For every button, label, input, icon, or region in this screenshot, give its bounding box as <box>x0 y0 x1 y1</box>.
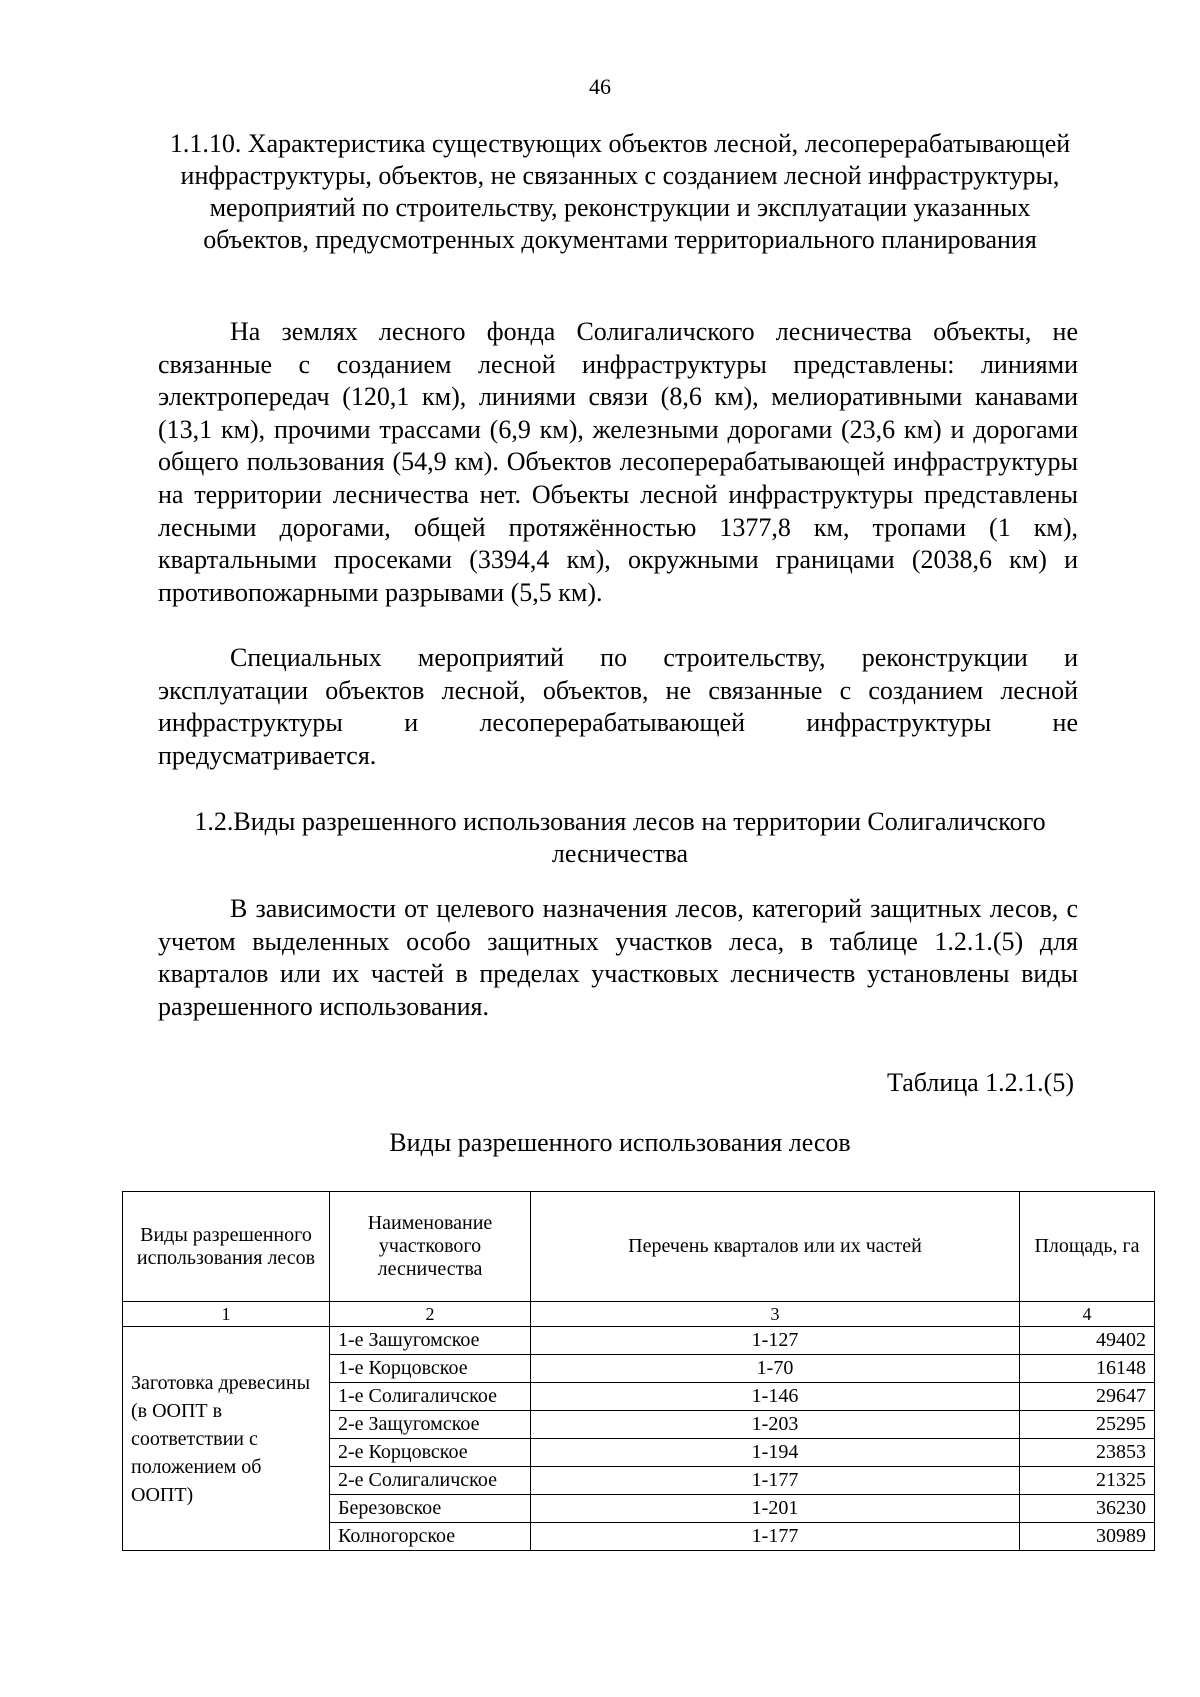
column-number: 3 <box>531 1302 1020 1327</box>
column-number: 2 <box>330 1302 531 1327</box>
quarters-cell: 1-177 <box>531 1523 1020 1551</box>
quarters-cell: 1-201 <box>531 1495 1020 1523</box>
area-cell: 49402 <box>1020 1327 1155 1355</box>
table-title: Виды разрешенного использования лесов <box>389 1128 851 1157</box>
quarters-cell: 1-146 <box>531 1383 1020 1411</box>
use-type-cell: Заготовка древесины (в ООПТ в соответствии с положением об ООПТ) <box>123 1327 330 1551</box>
quarters-cell: 1-194 <box>531 1439 1020 1467</box>
area-cell: 16148 <box>1020 1355 1155 1383</box>
header-district-name: Наименование участкового лесничества <box>330 1192 531 1302</box>
area-cell: 21325 <box>1020 1467 1155 1495</box>
paragraph-special-measures: Специальных мероприятий по строительству, реконструкции и эксплуатации объектов лесной, объектов, не связанные с созданием лесной инфраструктуры и лесоперерабатывающей инфраструктуры не предусматривается. <box>158 643 1078 770</box>
district-name-cell: Березовское <box>330 1495 531 1523</box>
district-name-cell: 1-е Солигаличское <box>330 1383 531 1411</box>
header-area: Площадь, га <box>1020 1192 1155 1302</box>
header-use-type: Виды разрешенного использования лесов <box>123 1192 330 1302</box>
table-header-row <box>123 1192 1155 1302</box>
area-cell: 36230 <box>1020 1495 1155 1523</box>
quarters-cell: 1-70 <box>531 1355 1020 1383</box>
table-label: Таблица 1.2.1.(5) <box>886 1068 1074 1097</box>
page-number: 46 <box>589 74 611 99</box>
header-quarters: Перечень кварталов или их частей <box>531 1192 1020 1302</box>
quarters-cell: 1-177 <box>531 1467 1020 1495</box>
area-cell: 25295 <box>1020 1411 1155 1439</box>
column-number: 4 <box>1020 1302 1155 1327</box>
paragraph-infrastructure: На землях лесного фонда Солигаличского лесничества объекты, не связанные с созданием лесной инфраструктуры представлены: линиями электропередач (120,1 км), линиями связи (8,6 км), мелиоративными канавами (13,1 км), прочими трассами (6,9 км), железными дорогами (23,6 км) и дорогами общего пользования (54,9 км). Объектов лесоперерабатывающей инфраструктуры на территории лесничества нет. Объекты лесной инфраструктуры представлены лесными дорогами, общей протяжённостью 1377,8 км, тропами (1 км), квартальными просеками (3394,4 км), окружными границами (2038,6 км) и противопожарными разрывами (5,5 км). <box>158 317 1078 607</box>
column-number: 1 <box>123 1302 330 1327</box>
section-heading-1-2: 1.2.Виды разрешенного использования лесов на территории Солигаличского лесничества <box>194 807 1046 868</box>
area-cell: 30989 <box>1020 1523 1155 1551</box>
permitted-use-table <box>122 1191 1155 1551</box>
area-cell: 23853 <box>1020 1439 1155 1467</box>
district-name-cell: 1-е Корцовское <box>330 1355 531 1383</box>
district-name-cell: Колногорское <box>330 1523 531 1551</box>
district-name-cell: 2-е Солигаличское <box>330 1467 531 1495</box>
district-name-cell: 2-е Защугомское <box>330 1411 531 1439</box>
quarters-cell: 1-127 <box>531 1327 1020 1355</box>
area-cell: 29647 <box>1020 1383 1155 1411</box>
district-name-cell: 1-е Зашугомское <box>330 1327 531 1355</box>
section-heading-1-1-10: 1.1.10. Характеристика существующих объектов лесной, лесоперерабатывающей инфраструктуры, объектов, не связанных с созданием лесной инфраструктуры, мероприятий по строительству, реконструкции и эксплуатации указанных объектов, предусмотренных документами территориального планирования <box>169 129 1071 254</box>
table-column-number-row <box>123 1302 1155 1327</box>
table-row <box>123 1327 1155 1355</box>
paragraph-permitted-use: В зависимости от целевого назначения лесов, категорий защитных лесов, с учетом выделенных особо защитных участков леса, в таблице 1.2.1.(5) для кварталов или их частей в пределах участковых лесничеств установлены виды разрешенного использования. <box>158 894 1078 1021</box>
district-name-cell: 2-е Корцовское <box>330 1439 531 1467</box>
quarters-cell: 1-203 <box>531 1411 1020 1439</box>
